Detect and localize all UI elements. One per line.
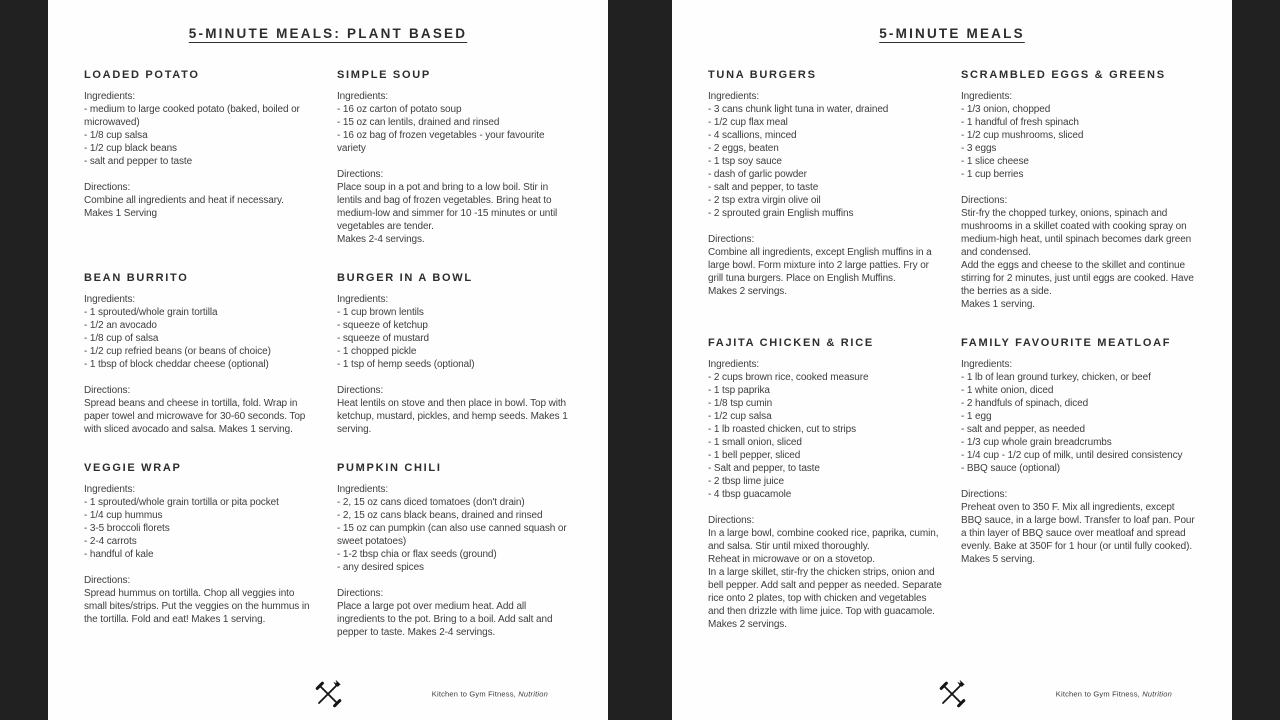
directions-text xyxy=(961,501,1196,566)
recipe-card xyxy=(708,69,943,311)
directions-paragraph: Place soup in a pot and bring to a low boil. Stir in lentils and bag of frozen vegetables. Bring heat to medium-low and simmer for 10 -15 minutes or until vegetables are tender. xyxy=(337,182,558,232)
directions-text xyxy=(84,587,319,626)
recipe-card xyxy=(961,337,1196,631)
recipe-card xyxy=(84,462,319,639)
recipe-card xyxy=(84,69,319,246)
ingredient-item: - dash of garlic powder xyxy=(708,169,807,180)
brand-text xyxy=(432,690,548,699)
brand-name-italic: Nutrition xyxy=(518,689,548,699)
ingredient-item: - 2, 15 oz cans black beans, drained and rinsed xyxy=(337,510,543,521)
ingredient-item: - 1 handful of fresh spinach xyxy=(961,117,1079,128)
brand-text xyxy=(1056,690,1172,699)
ingredient-item: - 4 scallions, minced xyxy=(708,130,797,141)
directions-paragraph: Spread hummus on tortilla. Chop all veggies into small bites/strips. Put the veggies on the hummus in the tortilla. Fold and eat! Makes 1 serving. xyxy=(84,588,310,625)
directions-paragraph: Combine all ingredients and heat if necessary. xyxy=(84,195,284,206)
ingredient-item: - 1-2 tbsp chia or flax seeds (ground) xyxy=(337,549,497,560)
directions-paragraph: Reheat in microwave or on a stovetop. xyxy=(708,554,875,565)
directions-text xyxy=(84,194,319,220)
ingredient-item: - 1/4 cup hummus xyxy=(84,510,163,521)
ingredients-label: Ingredients: xyxy=(337,294,389,305)
ingredient-item: - squeeze of mustard xyxy=(337,333,429,344)
directions-label: Directions: xyxy=(961,489,1008,500)
ingredient-item: - 1/2 cup refried beans (or beans of choice) xyxy=(84,346,271,357)
recipe-card xyxy=(337,272,572,436)
directions-paragraph: Place a large pot over medium heat. Add all ingredients to the pot. Bring to a boil. Add salt and pepper to taste. Makes 2-4 servings. xyxy=(337,601,553,638)
ingredients-label: Ingredients: xyxy=(84,91,136,102)
ingredient-item: - 1 tsp of hemp seeds (optional) xyxy=(337,359,475,370)
directions-label: Directions: xyxy=(337,385,384,396)
directions-paragraph: Combine all ingredients, except English muffins in a large bowl. Form mixture into 2 large patties. Fry or grill tuna burgers. Place on English Muffins. xyxy=(708,247,932,284)
page-footer xyxy=(84,676,572,712)
directions-paragraph: In a large skillet, stir-fry the chicken strips, onion and bell pepper. Add salt and pepper as needed. Separate rice onto 2 plates, top with chicken and vegetables and then drizzle with lime juice. Top with guacamole. xyxy=(708,567,942,617)
ingredient-item: - 1/2 cup mushrooms, sliced xyxy=(961,130,1084,141)
ingredient-item: - 2 eggs, beaten xyxy=(708,143,779,154)
ingredient-item: - 1/2 cup salsa xyxy=(708,411,772,422)
ingredient-item: - 1 sprouted/whole grain tortilla or pita pocket xyxy=(84,497,279,508)
directions-paragraph: Heat lentils on stove and then place in bowl. Top with ketchup, mustard, pickles, and hemp seeds. Makes 1 serving. xyxy=(337,398,568,435)
recipe-title: FAJITA CHICKEN & RICE xyxy=(708,337,874,349)
ingredient-item: - salt and pepper, as needed xyxy=(961,424,1085,435)
ingredient-item: - 1/8 cup of salsa xyxy=(84,333,159,344)
directions-paragraph: Stir-fry the chopped turkey, onions, spinach and mushrooms in a skillet coated with cooking spray on medium-high heat, until spinach becomes dark green and condensed. xyxy=(961,208,1192,258)
ingredient-item: - 2 cups brown rice, cooked measure xyxy=(708,372,869,383)
ingredient-item: - 1/8 tsp cumin xyxy=(708,398,773,409)
ingredient-item: - 1 bell pepper, sliced xyxy=(708,450,801,461)
ingredient-item: - 1 white onion, diced xyxy=(961,385,1054,396)
directions-text xyxy=(84,397,319,436)
recipe-card xyxy=(84,272,319,436)
directions-text xyxy=(708,246,943,298)
ingredient-item: - 1 tbsp of block cheddar cheese (optional) xyxy=(84,359,269,370)
ingredient-item: - 2, 15 oz cans diced tomatoes (don't drain) xyxy=(337,497,525,508)
dumbbell-fork-logo-icon xyxy=(936,678,968,710)
directions-label: Directions: xyxy=(961,195,1008,206)
directions-paragraph: Spread beans and cheese in tortilla, fold. Wrap in paper towel and microwave for 30-60 seconds. Top with sliced avocado and salsa. Makes 1 serving. xyxy=(84,398,306,435)
ingredients-label: Ingredients: xyxy=(337,91,389,102)
page-plant-based-meals xyxy=(48,0,608,720)
directions-paragraph: Makes 2-4 servings. xyxy=(337,234,425,245)
directions-label: Directions: xyxy=(708,234,755,245)
ingredient-item: - 1/2 cup black beans xyxy=(84,143,177,154)
ingredients-label: Ingredients: xyxy=(961,91,1013,102)
ingredients-label: Ingredients: xyxy=(84,294,136,305)
recipe-title: SIMPLE SOUP xyxy=(337,69,431,81)
page-footer xyxy=(708,676,1196,712)
ingredient-item: - salt and pepper to taste xyxy=(84,156,193,167)
ingredient-item: - 16 oz bag of frozen vegetables - your favourite variety xyxy=(337,130,545,154)
directions-text xyxy=(337,600,572,639)
ingredient-item: - salt and pepper, to taste xyxy=(708,182,819,193)
ingredient-item: - handful of kale xyxy=(84,549,154,560)
recipe-card xyxy=(337,69,572,246)
dumbbell-fork-logo-icon xyxy=(312,678,344,710)
directions-label: Directions: xyxy=(708,515,755,526)
ingredient-item: - 1/2 an avocado xyxy=(84,320,157,331)
recipe-title: LOADED POTATO xyxy=(84,69,200,81)
ingredient-item: - 2 tsp extra virgin olive oil xyxy=(708,195,821,206)
ingredient-item: - 2-4 carrots xyxy=(84,536,137,547)
directions-label: Directions: xyxy=(84,182,131,193)
ingredients-list xyxy=(708,103,943,220)
ingredient-item: - 2 handfuls of spinach, diced xyxy=(961,398,1089,409)
ingredient-item: - Salt and pepper, to taste xyxy=(708,463,820,474)
ingredient-item: - 1 egg xyxy=(961,411,992,422)
recipe-title: PUMPKIN CHILI xyxy=(337,462,442,474)
ingredient-item: - 1/3 onion, chopped xyxy=(961,104,1051,115)
recipe-title: BEAN BURRITO xyxy=(84,272,189,284)
ingredients-label: Ingredients: xyxy=(961,359,1013,370)
ingredient-item: - medium to large cooked potato (baked, boiled or microwaved) xyxy=(84,104,300,128)
ingredients-label: Ingredients: xyxy=(708,91,760,102)
ingredient-item: - 1/8 cup salsa xyxy=(84,130,148,141)
ingredients-label: Ingredients: xyxy=(337,484,389,495)
ingredient-item: - 3-5 broccoli florets xyxy=(84,523,170,534)
directions-paragraph: In a large bowl, combine cooked rice, paprika, cumin, and salsa. Stir until mixed thoroughly. xyxy=(708,528,939,552)
ingredient-item: - 1 lb roasted chicken, cut to strips xyxy=(708,424,857,435)
recipe-card xyxy=(961,69,1196,311)
page-title: 5-MINUTE MEALS xyxy=(879,26,1025,41)
page-5-minute-meals xyxy=(672,0,1232,720)
ingredients-list xyxy=(961,371,1196,475)
ingredient-item: - 1/4 cup - 1/2 cup of milk, until desired consistency xyxy=(961,450,1183,461)
ingredient-item: - any desired spices xyxy=(337,562,424,573)
directions-text xyxy=(961,207,1196,311)
recipe-title: VEGGIE WRAP xyxy=(84,462,182,474)
directions-label: Directions: xyxy=(84,575,131,586)
directions-label: Directions: xyxy=(84,385,131,396)
ingredients-list xyxy=(84,306,319,371)
recipe-card xyxy=(708,337,943,631)
directions-paragraph: Makes 2 servings. xyxy=(708,619,787,630)
ingredients-list xyxy=(337,306,572,371)
ingredient-item: - 1/3 cup whole grain breadcrumbs xyxy=(961,437,1112,448)
directions-paragraph: Makes 1 Serving xyxy=(84,208,157,219)
directions-text xyxy=(708,527,943,631)
directions-paragraph: Preheat oven to 350 F. Mix all ingredients, except BBQ sauce, in a large bowl. Transfer to loaf pan. Pour a thin layer of BBQ sauce over meatloaf and spread evenly. Bake at 350F for 1 hour (or until fully cooked). xyxy=(961,502,1195,552)
ingredient-item: - 1 cup brown lentils xyxy=(337,307,424,318)
brand-name: Kitchen to Gym Fitness, xyxy=(431,689,516,699)
ingredient-item: - 15 oz can pumpkin (can also use canned squash or sweet potatoes) xyxy=(337,523,567,547)
ingredient-item: - 1/2 cup flax meal xyxy=(708,117,788,128)
ingredients-list xyxy=(337,103,572,155)
recipe-card xyxy=(337,462,572,639)
ingredients-label: Ingredients: xyxy=(708,359,760,370)
ingredients-list xyxy=(84,103,319,168)
page-title: 5-MINUTE MEALS: PLANT BASED xyxy=(188,26,468,41)
ingredient-item: - 1 slice cheese xyxy=(961,156,1029,167)
ingredients-list xyxy=(337,496,572,574)
ingredient-item: - 3 cans chunk light tuna in water, drained xyxy=(708,104,889,115)
ingredient-item: - 2 sprouted grain English muffins xyxy=(708,208,854,219)
ingredient-item: - 1 sprouted/whole grain tortilla xyxy=(84,307,218,318)
directions-text xyxy=(337,397,572,436)
ingredient-item: - 1 small onion, sliced xyxy=(708,437,802,448)
recipe-title: SCRAMBLED EGGS & GREENS xyxy=(961,69,1166,81)
directions-paragraph: Makes 1 serving. xyxy=(961,299,1035,310)
directions-label: Directions: xyxy=(337,588,384,599)
brand-name: Kitchen to Gym Fitness, xyxy=(1055,689,1140,699)
recipe-grid xyxy=(84,69,572,639)
ingredient-item: - 1 tsp soy sauce xyxy=(708,156,782,167)
ingredient-item: - 1 lb of lean ground turkey, chicken, or beef xyxy=(961,372,1151,383)
recipe-grid xyxy=(708,69,1196,631)
recipe-title: FAMILY FAVOURITE MEATLOAF xyxy=(961,337,1172,349)
ingredients-label: Ingredients: xyxy=(84,484,136,495)
recipe-title: TUNA BURGERS xyxy=(708,69,817,81)
ingredient-item: - BBQ sauce (optional) xyxy=(961,463,1060,474)
ingredient-item: - squeeze of ketchup xyxy=(337,320,428,331)
ingredient-item: - 16 oz carton of potato soup xyxy=(337,104,462,115)
ingredients-list xyxy=(84,496,319,561)
directions-label: Directions: xyxy=(337,169,384,180)
directions-paragraph: Makes 2 servings. xyxy=(708,286,787,297)
ingredient-item: - 1 chopped pickle xyxy=(337,346,417,357)
ingredient-item: - 3 eggs xyxy=(961,143,997,154)
directions-paragraph: Add the eggs and cheese to the skillet and continue stirring for 2 minutes, just until eggs are cooked. Have the berries as a side. xyxy=(961,260,1194,297)
ingredients-list xyxy=(961,103,1196,181)
recipe-title: BURGER IN A BOWL xyxy=(337,272,473,284)
ingredient-item: - 1 tsp paprika xyxy=(708,385,770,396)
ingredients-list xyxy=(708,371,943,501)
directions-paragraph: Makes 5 serving. xyxy=(961,554,1035,565)
ingredient-item: - 15 oz can lentils, drained and rinsed xyxy=(337,117,500,128)
ingredient-item: - 4 tbsp guacamole xyxy=(708,489,792,500)
directions-text xyxy=(337,181,572,246)
ingredient-item: - 2 tbsp lime juice xyxy=(708,476,784,487)
brand-name-italic: Nutrition xyxy=(1142,689,1172,699)
ingredient-item: - 1 cup berries xyxy=(961,169,1024,180)
